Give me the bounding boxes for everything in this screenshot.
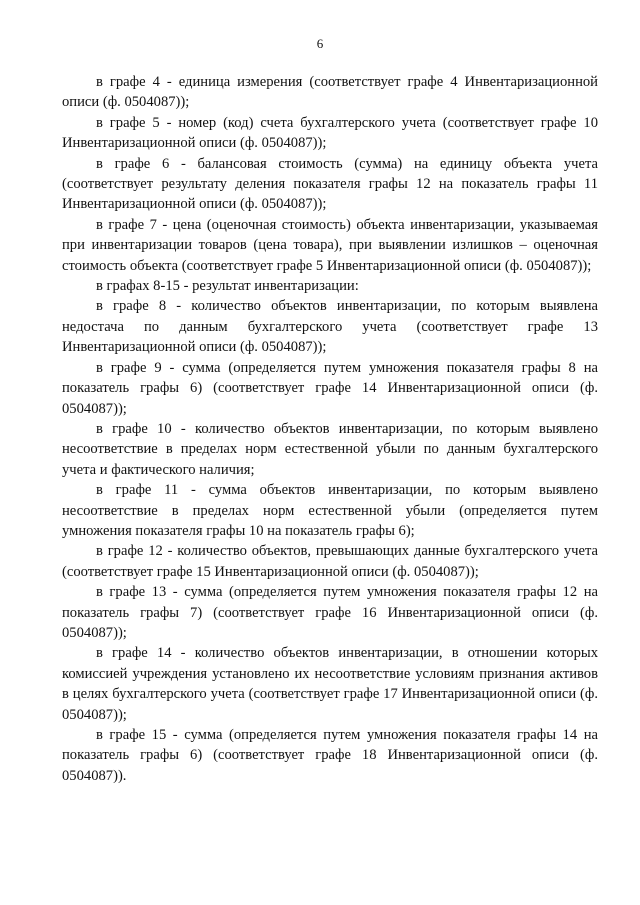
- paragraph-column-13: в графе 13 - сумма (определяется путем умножения показателя графы 12 на показатель графы 7) (соответствует графе 16 Инвентаризационной описи (ф. 0504087));: [62, 584, 598, 641]
- paragraph-column-11: в графе 11 - сумма объектов инвентаризации, по которым выявлено несоответствие в пределах норм естественной убыли (определяется путем умножения показателя графы 10 на показатель графы 6);: [62, 482, 598, 539]
- paragraph-column-6: в графе 6 - балансовая стоимость (сумма) на единицу объекта учета (соответствует результату деления показателя графы 12 на показатель графы 11 Инвентаризационной описи (ф. 0504087));: [62, 155, 598, 213]
- paragraph-column-12: в графе 12 - количество объектов, превышающих данные бухгалтерского учета (соответствует графе 15 Инвентаризационной описи (ф. 0504087));: [62, 543, 598, 580]
- paragraph-columns-8-15: в графах 8-15 - результат инвентаризации:: [96, 278, 359, 295]
- paragraph-column-8: в графе 8 - количество объектов инвентаризации, по которым выявлена недостача по данным бухгалтерского учета (соответствует графе 13 Инвентаризационной описи (ф. 0504087));: [62, 298, 598, 356]
- paragraph-column-5: в графе 5 - номер (код) счета бухгалтерского учета (соответствует графе 10 Инвентаризационной описи (ф. 0504087));: [62, 114, 598, 152]
- paragraph-column-4: в графе 4 - единица измерения (соответствует графе 4 Инвентаризационной описи (ф. 0504087));: [62, 74, 598, 111]
- page-number: 6: [316, 36, 324, 51]
- document-body: [62, 72, 598, 786]
- paragraph-column-7: в графе 7 - цена (оценочная стоимость) объекта инвентаризации, указываемая при инвентаризации товаров (цена товара), при выявлении излишков – оценочная стоимость объекта (соответствует графе 5 Инвентаризационной описи (ф. 0504087));: [62, 216, 598, 274]
- paragraph-column-15: в графе 15 - сумма (определяется путем умножения показателя графы 14 на показатель графы 6) (соответствует графе 18 Инвентаризационной описи (ф. 0504087)).: [62, 727, 598, 784]
- paragraph-column-14: в графе 14 - количество объектов инвентаризации, в отношении которых комиссией учреждения установлено их несоответствие условиям признания активов в целях бухгалтерского учета (соответствует графе 17 Инвентаризационной описи (ф. 0504087));: [62, 645, 598, 723]
- paragraph-column-10: в графе 10 - количество объектов инвентаризации, по которым выявлено несоответствие в пределах норм естественной убыли по данным бухгалтерского учета и фактического наличия;: [62, 420, 598, 478]
- paragraph-column-9: в графе 9 - сумма (определяется путем умножения показателя графы 8 на показатель графы 6) (соответствует графе 14 Инвентаризационной описи (ф. 0504087));: [62, 359, 598, 417]
